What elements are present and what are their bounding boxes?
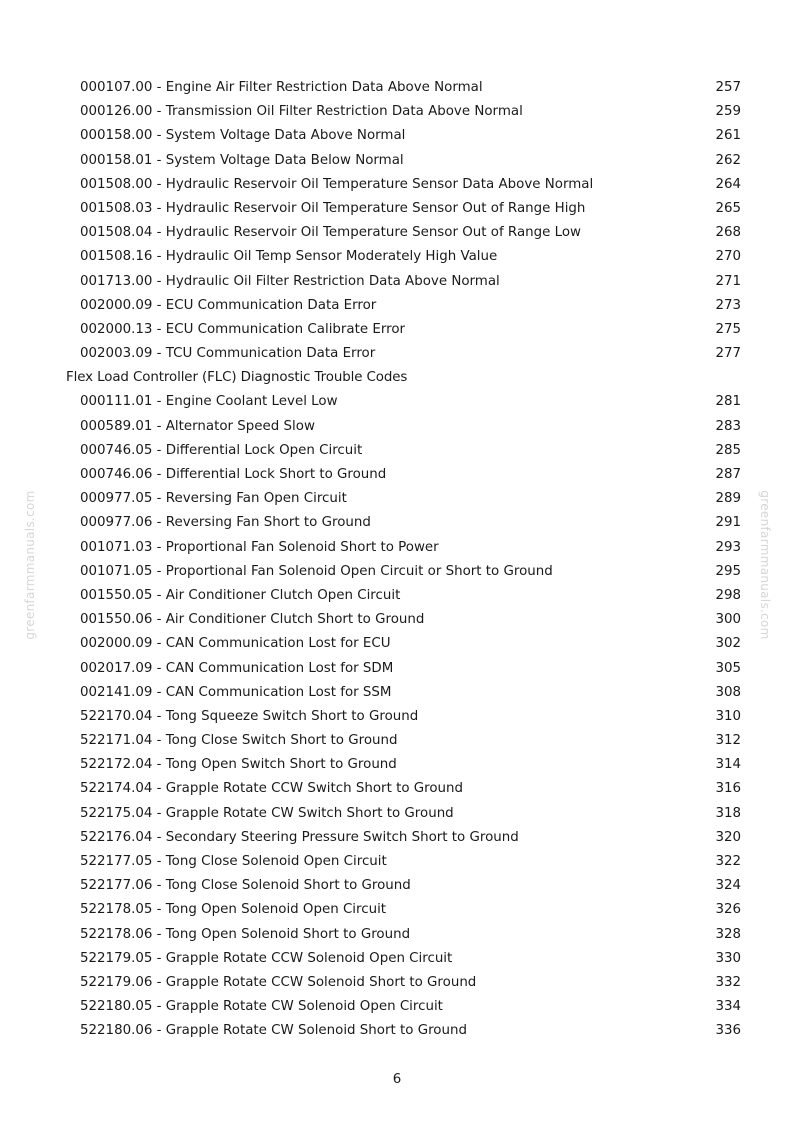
section-heading-text: Flex Load Controller (FLC) Diagnostic Trouble Codes <box>66 370 408 386</box>
toc-entry[interactable] <box>0 995 794 1019</box>
toc-entry-page: 273 <box>715 297 741 313</box>
page-number: 6 <box>392 1072 402 1087</box>
toc-entry[interactable] <box>0 753 794 777</box>
toc-entry-page: 262 <box>715 152 741 168</box>
toc-entry[interactable] <box>0 197 794 221</box>
toc-entry-title: 000746.06 - Differential Lock Short to Ground <box>80 467 387 482</box>
toc-entry-page: 295 <box>715 563 741 579</box>
toc-entry-page: 257 <box>715 80 741 95</box>
toc-entry-page: 332 <box>715 974 741 990</box>
toc-entry-page: 324 <box>715 878 741 894</box>
toc-entry[interactable] <box>0 100 794 124</box>
toc-entry-title: 002003.09 - TCU Communication Data Error <box>80 346 376 362</box>
toc-entry-title: 000107.00 - Engine Air Filter Restriction Data Above Normal <box>80 80 483 95</box>
toc-entry-title: 001071.05 - Proportional Fan Solenoid Open Circuit or Short to Ground <box>80 563 553 579</box>
toc-entry-page: 302 <box>715 636 741 652</box>
toc-entry-page: 283 <box>715 418 741 434</box>
toc-entry-title: 522180.06 - Grapple Rotate CW Solenoid Short to Ground <box>80 1023 467 1039</box>
toc-entry[interactable] <box>0 149 794 173</box>
toc-entry-title: 000126.00 - Transmission Oil Filter Restriction Data Above Normal <box>80 104 523 120</box>
toc-entry-page: 312 <box>715 733 741 749</box>
toc-entry-title: 001713.00 - Hydraulic Oil Filter Restriction Data Above Normal <box>80 273 500 289</box>
toc-entry[interactable] <box>0 826 794 850</box>
toc-entry-title: 522171.04 - Tong Close Switch Short to Ground <box>80 733 398 749</box>
toc-entry-page: 285 <box>715 442 741 458</box>
toc-entry-title: 522179.06 - Grapple Rotate CCW Solenoid Short to Ground <box>80 974 477 990</box>
toc-entry[interactable] <box>0 705 794 729</box>
toc-entry-page: 275 <box>715 321 741 337</box>
toc-entry[interactable] <box>0 390 794 414</box>
toc-entry-page: 336 <box>715 1023 741 1039</box>
toc-entry-title: 002000.09 - CAN Communication Lost for ECU <box>80 636 391 652</box>
toc-entry[interactable] <box>0 632 794 656</box>
toc-entry[interactable] <box>0 971 794 995</box>
toc-entry-title: 000589.01 - Alternator Speed Slow <box>80 418 315 434</box>
toc-entry-page: 328 <box>715 926 741 942</box>
toc-entry-page: 261 <box>715 128 741 144</box>
toc-entry-title: 522172.04 - Tong Open Switch Short to Ground <box>80 757 397 773</box>
toc-entry-page: 308 <box>715 684 741 700</box>
toc-entry-page: 305 <box>715 660 741 676</box>
toc-entry[interactable] <box>0 511 794 535</box>
watermark-left: greenfarmmanuals.com <box>23 490 37 640</box>
toc-entry[interactable] <box>0 173 794 197</box>
toc-entry-page: 322 <box>715 854 741 869</box>
toc-section-heading[interactable] <box>0 366 794 390</box>
toc-entry-title: 001508.16 - Hydraulic Oil Temp Sensor Moderately High Value <box>80 249 498 265</box>
toc-entry[interactable] <box>0 657 794 681</box>
toc-entry-title: 001550.05 - Air Conditioner Clutch Open Circuit <box>80 587 401 603</box>
toc-entry[interactable] <box>0 1019 794 1043</box>
toc-entry[interactable] <box>0 439 794 463</box>
toc-entry[interactable] <box>0 124 794 148</box>
toc-entry-title: 001071.03 - Proportional Fan Solenoid Short to Power <box>80 539 439 555</box>
toc-entry-title: 000158.01 - System Voltage Data Below Normal <box>80 152 404 168</box>
toc-entry-title: 001508.03 - Hydraulic Reservoir Oil Temperature Sensor Out of Range High <box>80 200 586 216</box>
toc-entry-page: 318 <box>715 805 741 821</box>
toc-entry-page: 268 <box>715 225 741 241</box>
toc-entry-page: 293 <box>715 539 741 555</box>
table-of-contents <box>0 76 794 1044</box>
toc-entry-title: 522174.04 - Grapple Rotate CCW Switch Short to Ground <box>80 781 464 797</box>
toc-entry-page: 264 <box>715 176 741 192</box>
toc-entry-title: 002000.13 - ECU Communication Calibrate Error <box>80 321 406 337</box>
toc-entry-page: 281 <box>715 394 741 410</box>
toc-entry-title: 001550.06 - Air Conditioner Clutch Short to Ground <box>80 612 425 628</box>
toc-entry-title: 002141.09 - CAN Communication Lost for SSM <box>80 684 392 700</box>
toc-entry-title: 522178.05 - Tong Open Solenoid Open Circuit <box>80 902 387 918</box>
toc-entry-title: 002000.09 - ECU Communication Data Error <box>80 297 377 313</box>
toc-entry-page: 287 <box>715 467 741 482</box>
toc-entry[interactable] <box>0 463 794 487</box>
toc-entry[interactable] <box>0 536 794 560</box>
toc-entry-page: 270 <box>715 249 741 265</box>
toc-entry-title: 522179.05 - Grapple Rotate CCW Solenoid Open Circuit <box>80 950 453 966</box>
toc-entry-title: 000158.00 - System Voltage Data Above Normal <box>80 128 406 144</box>
toc-entry-page: 326 <box>715 902 741 918</box>
toc-entry-title: 001508.04 - Hydraulic Reservoir Oil Temperature Sensor Out of Range Low <box>80 225 582 241</box>
toc-entry-title: 000746.05 - Differential Lock Open Circuit <box>80 442 363 458</box>
toc-entry-title: 000977.06 - Reversing Fan Short to Ground <box>80 515 371 531</box>
toc-entry-title: 522176.04 - Secondary Steering Pressure Switch Short to Ground <box>80 829 519 845</box>
toc-entry[interactable] <box>0 947 794 971</box>
toc-entry-title: 522170.04 - Tong Squeeze Switch Short to Ground <box>80 708 419 724</box>
toc-entry-page: 259 <box>715 104 741 120</box>
toc-entry[interactable] <box>0 898 794 922</box>
toc-entry-title: 522177.05 - Tong Close Solenoid Open Circuit <box>80 854 387 869</box>
toc-entry[interactable] <box>0 681 794 705</box>
toc-entry[interactable] <box>0 802 794 826</box>
toc-entry[interactable] <box>0 560 794 584</box>
toc-entry-title: 000111.01 - Engine Coolant Level Low <box>80 394 338 410</box>
toc-entry-title: 002017.09 - CAN Communication Lost for SDM <box>80 660 394 676</box>
toc-entry-page: 316 <box>715 781 741 797</box>
toc-entry[interactable] <box>0 729 794 753</box>
toc-entry-page: 277 <box>715 346 741 362</box>
toc-entry-page: 320 <box>715 829 741 845</box>
toc-entry[interactable] <box>0 584 794 608</box>
toc-entry[interactable] <box>0 923 794 947</box>
toc-entry-page: 289 <box>715 491 741 507</box>
toc-entry-page: 265 <box>715 200 741 216</box>
toc-entry-page: 300 <box>715 612 741 628</box>
toc-entry-page: 310 <box>715 708 741 724</box>
toc-entry-page: 334 <box>715 999 741 1015</box>
toc-entry[interactable] <box>0 221 794 245</box>
toc-entry[interactable] <box>0 245 794 269</box>
toc-entry[interactable] <box>0 777 794 801</box>
toc-entry-page: 314 <box>715 757 741 773</box>
toc-entry[interactable] <box>0 874 794 898</box>
watermark-right: greenfarmmanuals.com <box>758 490 772 640</box>
toc-entry[interactable] <box>0 850 794 874</box>
toc-entry[interactable] <box>0 415 794 439</box>
toc-entry[interactable] <box>0 318 794 342</box>
toc-entry-page: 271 <box>715 273 741 289</box>
toc-entry[interactable] <box>0 342 794 366</box>
toc-entry[interactable] <box>0 487 794 511</box>
toc-entry-page: 291 <box>715 515 741 531</box>
toc-entry-title: 522177.06 - Tong Close Solenoid Short to Ground <box>80 878 411 894</box>
toc-entry[interactable] <box>0 76 794 100</box>
toc-entry-title: 000977.05 - Reversing Fan Open Circuit <box>80 491 347 507</box>
toc-entry-title: 001508.00 - Hydraulic Reservoir Oil Temperature Sensor Data Above Normal <box>80 176 594 192</box>
toc-entry-title: 522178.06 - Tong Open Solenoid Short to Ground <box>80 926 411 942</box>
toc-entry-page: 298 <box>715 587 741 603</box>
toc-entry-page: 330 <box>715 950 741 966</box>
toc-entry-title: 522180.05 - Grapple Rotate CW Solenoid Open Circuit <box>80 999 443 1015</box>
toc-entry-title: 522175.04 - Grapple Rotate CW Switch Short to Ground <box>80 805 454 821</box>
toc-entry[interactable] <box>0 608 794 632</box>
toc-entry[interactable] <box>0 270 794 294</box>
toc-entry[interactable] <box>0 294 794 318</box>
